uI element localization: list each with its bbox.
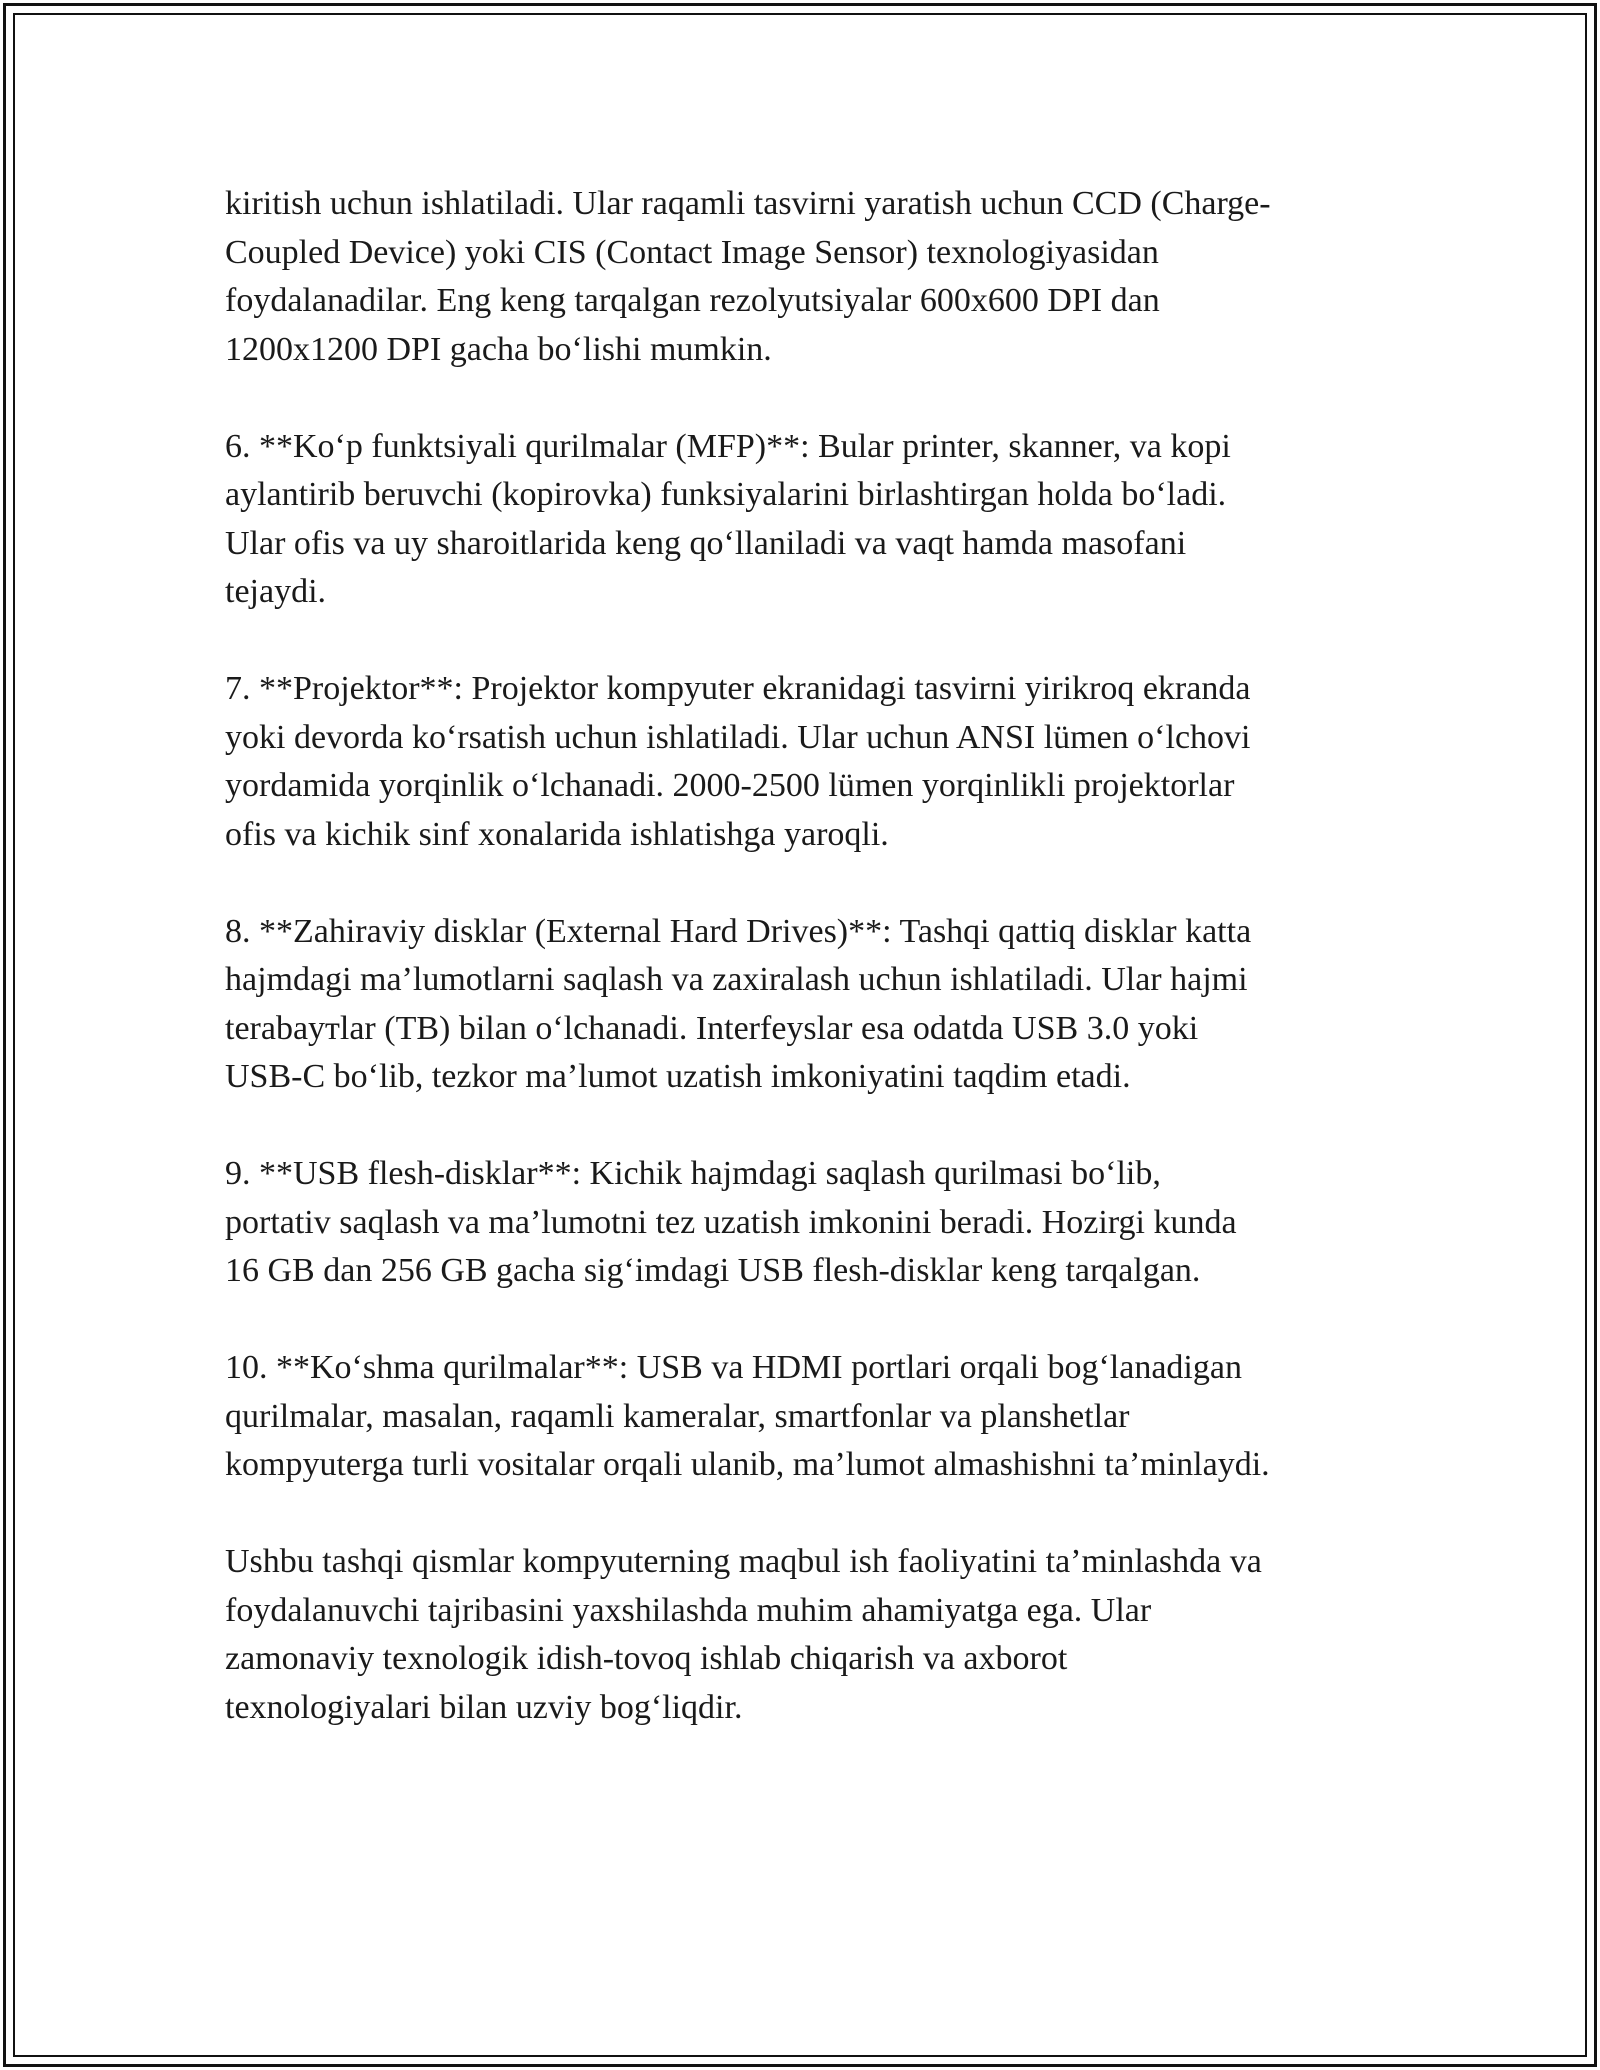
paragraph-mfp: 6. **Ko‘p funktsiyali qurilmalar (MFP)**: Bular printer, skanner, va kopi aylantirib beruvchi (kopirovka) funksiyalarini birlashtirgan holda bo‘ladi. Ular ofis va uy sharoitlarida keng qo‘llaniladi va vaqt hamda masofani tejaydi.	[225, 427, 1231, 610]
paragraph-usb-flash-drives: 9. **USB flesh-disklar**: Kichik hajmdagi saqlash qurilmasi bo‘lib, portativ saqlash va ma’lumotni tez uzatish imkonini beradi. Hozirgi kunda 16 GB dan 256 GB gacha sig‘imdagi USB flesh-disklar keng tarqalgan.	[225, 1155, 1237, 1289]
document-body	[225, 180, 1375, 1732]
paragraph-external-hard-drives: 8. **Zahiraviy disklar (External Hard Drives)**: Tashqi qattiq disklar katta hajmdagi ma’lumotlarni saqlash va zaxiralash uchun ishlatiladi. Ular hajmi terabayтlar (TB) bilan o‘lchanadi. Interfeyslar esa odatda USB 3.0 yoki USB-C bo‘lib, tezkor ma’lumot uzatish imkoniyatini taqdim etadi.	[225, 912, 1252, 1095]
paragraph-conclusion: Ushbu tashqi qismlar kompyuterning maqbul ish faoliyatini ta’minlashda va foydalanuvchi tajribasini yaxshilashda muhim ahamiyatga ega. Ular zamonaviy texnologik idish-tovoq ishlab chiqarish va axborot texnologiyalari bilan uzviy bog‘liqdir.	[225, 1543, 1262, 1726]
paragraph-projector: 7. **Projektor**: Projektor kompyuter ekranidagi tasvirni yirikroq ekranda yoki devorda ko‘rsatish uchun ishlatiladi. Ular uchun ANSI lümen o‘lchovi yordamida yorqinlik o‘lchanadi. 2000-2500 lümen yorqinlikli projektorlar ofis va kichik sinf xonalarida ishlatishga yaroqli.	[225, 670, 1251, 853]
paragraph-scanner-continued: kiritish uchun ishlatiladi. Ular raqamli tasvirni yaratish uchun CCD (Charge- Coupled Device) yoki CIS (Contact Image Sensor) texnologiyasidan foydalanadilar. Eng keng tarqalgan rezolyutsiyalar 600x600 DPI dan 1200x1200 DPI gacha bo‘lishi mumkin.	[225, 185, 1271, 368]
paragraph-combined-devices: 10. **Ko‘shma qurilmalar**: USB va HDMI portlari orqali bog‘lanadigan qurilmalar, masalan, raqamli kameralar, smartfonlar va planshetlar kompyuterga turli vositalar orqali ulanib, ma’lumot almashishni ta’minlaydi.	[225, 1349, 1270, 1483]
